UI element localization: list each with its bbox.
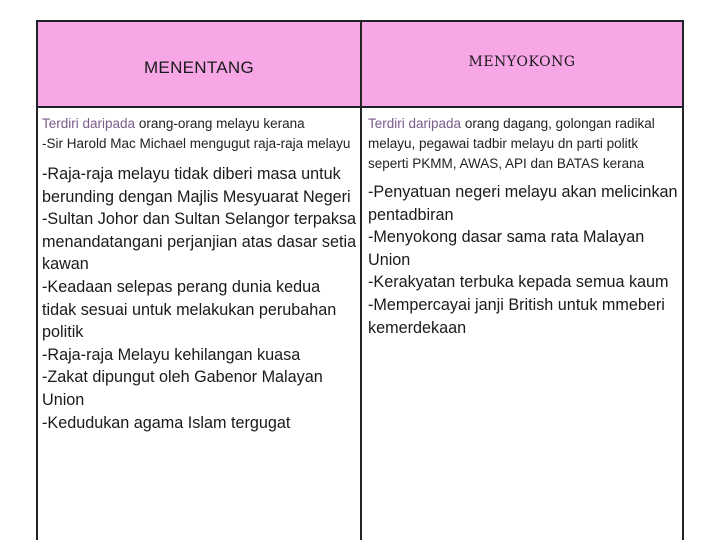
- right-intro-highlight: Terdiri daripada: [368, 116, 462, 131]
- right-point: -Kerakyatan terbuka kepada semua kaum: [368, 273, 669, 292]
- header-menentang: MENENTANG: [143, 58, 255, 77]
- left-point-list: [42, 163, 358, 434]
- right-point-list: [368, 181, 680, 339]
- left-point: -Sultan Johor dan Sultan Selangor terpaksa menandatangani perjanjian atas dasar setia kawan: [42, 210, 357, 274]
- left-intro: [42, 114, 358, 134]
- header-menyokong: MENYOKONG: [468, 54, 576, 70]
- left-point: -Raja-raja Melayu kehilangan kuasa: [42, 345, 301, 364]
- left-point: -Kedudukan agama Islam tergugat: [42, 413, 291, 432]
- comparison-table: [36, 20, 684, 540]
- column-divider: [360, 22, 362, 540]
- right-point: -Mempercayai janji British untuk mmeberi kemerdekaan: [368, 295, 665, 337]
- left-intro-2: -Sir Harold Mac Michael mengugut raja-raja melayu: [42, 136, 351, 151]
- left-intro-highlight: Terdiri daripada: [42, 116, 136, 131]
- right-intro: [368, 114, 680, 174]
- left-point: -Keadaan selepas perang dunia kedua tidak sesuai untuk melakukan perubahan politik: [42, 277, 337, 342]
- right-point: -Penyatuan negeri melayu akan melicinkan pentadbiran: [368, 183, 678, 224]
- left-point: -Raja-raja melayu tidak diberi masa untuk berunding dengan Majlis Mesyuarat Negeri: [42, 165, 351, 206]
- right-intro-rest: orang dagang, golongan radikal melayu, pegawai tadbir melayu dn parti politk seperti PKMM, AWAS, API dan BATAS kerana: [368, 116, 655, 171]
- left-point: -Zakat dipungut oleh Gabenor Malayan Union: [42, 368, 323, 409]
- right-point: -Menyokong dasar sama rata Malayan Union: [368, 228, 645, 269]
- column-menyokong: [368, 114, 680, 339]
- column-menentang: [42, 114, 358, 434]
- left-intro-rest: orang-orang melayu kerana: [135, 116, 305, 131]
